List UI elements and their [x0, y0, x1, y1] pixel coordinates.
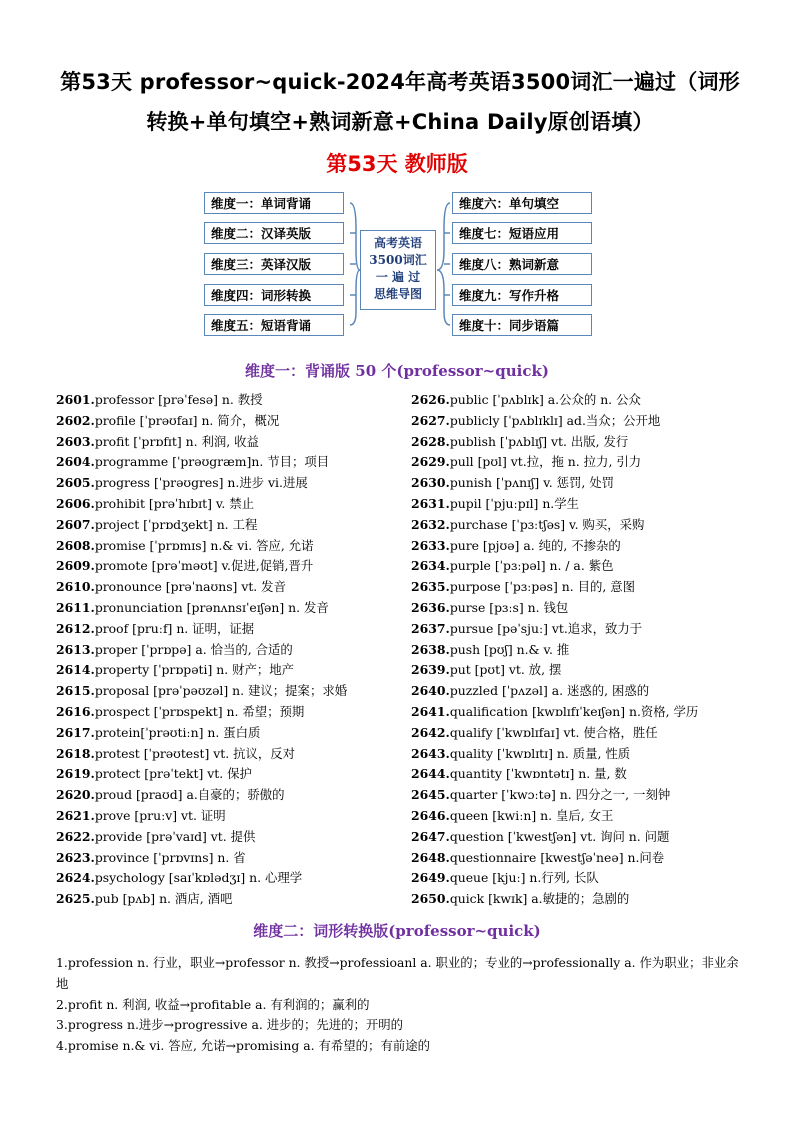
vocab-item: [56, 764, 406, 785]
vocab-number: 2636.: [411, 599, 450, 615]
vocab-number: 2612.: [56, 620, 95, 636]
vocab-entry: quarter [ˈkwɔːtə] n. 四分之一, 一刻钟: [449, 787, 671, 803]
vocab-number: 2633.: [411, 537, 450, 553]
vocab-entry: promote [prəˈməʊt] v.促进,促销,晋升: [94, 558, 314, 574]
mind-map-center-line: 高考英语: [373, 236, 422, 250]
vocab-number: 2621.: [56, 807, 95, 823]
vocab-entry: put [pʊt] vt. 放, 摆: [449, 662, 562, 678]
vocab-item: [411, 827, 761, 848]
vocab-item: [56, 411, 406, 432]
vocab-item: [56, 827, 406, 848]
mind-map-node-9: 维度九：写作升格: [452, 284, 592, 306]
vocab-number: 2634.: [411, 558, 450, 574]
vocab-number: 2613.: [56, 641, 95, 657]
vocab-entry: professor [prəˈfesə] n. 教授: [94, 392, 263, 407]
document-subtitle: 第53天 教师版: [326, 152, 468, 176]
vocab-item: [56, 806, 406, 827]
vocab-entry: question [ˈkwestʃən] vt. 询问 n. 问题: [449, 828, 670, 844]
vocab-item: [411, 411, 761, 432]
vocab-entry: queen [kwiːn] n. 皇后, 女王: [449, 807, 614, 823]
vocab-entry: questionnaire [kwestʃəˈneə] n.问卷: [449, 849, 665, 865]
vocab-item: [56, 536, 406, 557]
vocab-item: [411, 785, 761, 806]
vocab-item: [411, 681, 761, 702]
vocab-entry: puzzled [ˈpʌzəl] a. 迷惑的, 困惑的: [449, 683, 650, 699]
vocab-item: [56, 556, 406, 577]
vocab-item: [411, 702, 761, 723]
vocab-number: 2626.: [411, 392, 450, 407]
mind-map-node-8: 维度八：熟词新意: [452, 253, 592, 275]
vocab-entry: public [ˈpʌblɪk] a.公众的 n. 公众: [449, 392, 641, 407]
mind-map-center-line: 一 遍 过: [375, 270, 421, 284]
vocab-entry: proposal [prəˈpəʊzəl] n. 建议；提案；求婚: [94, 683, 348, 699]
mind-map: [200, 188, 600, 338]
vocab-item: [56, 660, 406, 681]
vocab-item: [56, 390, 406, 411]
vocab-item: [56, 473, 406, 494]
vocab-entry: proper [ˈprɒpə] a. 恰当的, 合适的: [94, 641, 293, 657]
vocab-entry: qualify [ˈkwɒlɪfaɪ] vt. 使合格，胜任: [449, 724, 658, 740]
vocab-entry: proof [pruːf] n. 证明，证据: [94, 620, 255, 636]
vocab-number: 2647.: [411, 828, 450, 844]
vocab-item: [56, 723, 406, 744]
vocab-entry: purpose [ˈpɜːpəs] n. 目的, 意图: [449, 579, 636, 595]
vocab-entry: progress [ˈprəʊgres] n.进步 vi.进展: [94, 475, 308, 491]
vocab-number: 2609.: [56, 558, 95, 574]
mind-map-node-5: 维度五：短语背诵: [204, 314, 344, 336]
vocab-number: 2645.: [411, 787, 450, 803]
vocab-number: 2602.: [56, 412, 95, 428]
vocab-number: 2603.: [56, 433, 95, 449]
vocab-item: [56, 577, 406, 598]
vocab-number: 2610.: [56, 579, 95, 595]
vocab-number: 2620.: [56, 787, 95, 803]
vocab-number: 2650.: [411, 891, 450, 907]
mind-map-node-2: 维度二：汉译英版: [204, 222, 344, 244]
mind-map-node-6: 维度六：单句填空: [452, 192, 592, 214]
vocab-item: [411, 723, 761, 744]
vocab-item: [56, 494, 406, 515]
vocab-entry: purse [pɜːs] n. 钱包: [449, 599, 569, 615]
vocab-entry: pursue [pəˈsjuː] vt.追求，致力于: [449, 620, 643, 636]
vocab-column-left: [56, 390, 406, 910]
vocab-number: 2643.: [411, 745, 450, 761]
vocab-item: [56, 702, 406, 723]
conversion-item: 2.profit n. 利润, 收益→profitable a. 有利润的；赢利的: [56, 996, 370, 1012]
vocab-item: [411, 536, 761, 557]
vocab-item: [411, 889, 761, 910]
vocab-item: [56, 598, 406, 619]
vocab-number: 2608.: [56, 537, 95, 553]
vocab-number: 2627.: [411, 412, 450, 428]
vocab-item: [56, 619, 406, 640]
vocab-item: [411, 432, 761, 453]
vocab-item: [411, 640, 761, 661]
vocab-item: [411, 598, 761, 619]
vocab-item: [56, 744, 406, 765]
vocab-entry: pull [pʊl] vt.拉，拖 n. 拉力, 引力: [449, 454, 642, 470]
vocab-entry: promise [ˈprɒmɪs] n.& vi. 答应, 允诺: [94, 537, 314, 553]
vocab-entry: punish [ˈpʌnɪʃ] v. 惩罚, 处罚: [449, 475, 615, 491]
mind-map-center-line: 思维导图: [373, 287, 422, 301]
vocab-item: [56, 452, 406, 473]
vocab-number: 2607.: [56, 516, 95, 532]
vocab-entry: programme [ˈprəʊgræm]n. 节目；项目: [94, 454, 330, 470]
vocab-entry: profit [ˈprɒfɪt] n. 利润, 收益: [94, 433, 259, 449]
vocab-item: [411, 452, 761, 473]
vocab-entry: quality [ˈkwɒlɪtɪ] n. 质量, 性质: [449, 745, 631, 761]
vocab-entry: quantity [ˈkwɒntətɪ] n. 量, 数: [449, 766, 627, 782]
vocab-entry: provide [prəˈvaɪd] vt. 提供: [94, 828, 256, 844]
vocab-number: 2642.: [411, 724, 450, 740]
mind-map-node-7: 维度七：短语应用: [452, 222, 592, 244]
vocab-number: 2635.: [411, 579, 450, 595]
mind-map-node-10: 维度十：同步语篇: [452, 314, 592, 336]
vocab-entry: publish [ˈpʌblɪʃ] vt. 出版, 发行: [449, 433, 629, 449]
vocab-entry: prospect [ˈprɒspekt] n. 希望；预期: [94, 703, 305, 719]
mind-map-node-4: 维度四：词形转换: [204, 284, 344, 306]
vocab-entry: pronunciation [prənʌnsɪˈeɪʃən] n. 发音: [94, 599, 329, 615]
vocab-entry: psychology [saɪˈkɒlədʒɪ] n. 心理学: [94, 870, 303, 886]
vocab-entry: province [ˈprɒvɪns] n. 省: [94, 849, 246, 865]
conversion-item: 4.promise n.& vi. 答应, 允诺→promising a. 有希望的；有前途的: [56, 1038, 431, 1054]
vocab-number: 2606.: [56, 495, 95, 511]
vocab-entry: pub [pʌb] n. 酒店, 酒吧: [94, 891, 233, 907]
vocab-number: 2622.: [56, 828, 95, 844]
vocab-entry: quick [kwɪk] a.敏捷的；急剧的: [449, 891, 630, 907]
conversion-list: [56, 953, 746, 1057]
vocab-entry: profile [ˈprəʊfaɪ] n. 简介，概况: [94, 412, 280, 428]
vocab-entry: property [ˈprɒpəti] n. 财产；地产: [94, 662, 295, 678]
vocab-number: 2637.: [411, 620, 450, 636]
vocab-item: [411, 764, 761, 785]
conversion-item: 3.progress n.进步→progressive a. 进步的；先进的；开明的: [56, 1017, 404, 1033]
vocab-number: 2601.: [56, 392, 95, 407]
vocab-item: [411, 515, 761, 536]
section-heading-conversion: 维度二：词形转换版(professor~quick): [253, 922, 541, 940]
vocab-number: 2604.: [56, 454, 95, 470]
vocab-number: 2625.: [56, 891, 95, 907]
vocab-number: 2641.: [411, 703, 450, 719]
vocab-number: 2644.: [411, 766, 450, 782]
vocab-entry: purple [ˈpɜːpəl] n. / a. 紫色: [449, 558, 614, 574]
vocab-column-right: [411, 390, 761, 910]
vocab-entry: pure [pjʊə] a. 纯的, 不掺杂的: [449, 537, 621, 553]
vocab-item: [411, 556, 761, 577]
vocab-entry: project [ˈprɒdʒekt] n. 工程: [94, 516, 258, 532]
vocab-entry: pupil [ˈpjuːpɪl] n.学生: [449, 495, 580, 511]
vocab-item: [411, 494, 761, 515]
vocab-item: [411, 806, 761, 827]
vocab-item: [411, 473, 761, 494]
vocab-entry: queue [kjuː] n.行列, 长队: [449, 870, 599, 886]
vocab-number: 2615.: [56, 683, 95, 699]
mind-map-center-line: 3500词汇: [369, 253, 427, 267]
vocab-entry: prohibit [prəˈhɪbɪt] v. 禁止: [94, 495, 255, 511]
vocab-number: 2630.: [411, 475, 450, 491]
vocab-number: 2628.: [411, 433, 450, 449]
vocab-entry: protein[ˈprəʊtiːn] n. 蛋白质: [94, 724, 261, 740]
vocab-item: [56, 889, 406, 910]
vocab-item: [411, 868, 761, 889]
vocab-entry: proud [praʊd] a.自豪的；骄傲的: [94, 787, 285, 803]
vocab-item: [56, 785, 406, 806]
vocab-entry: prove [pruːv] vt. 证明: [94, 807, 226, 823]
vocab-item: [411, 660, 761, 681]
vocab-entry: push [pʊʃ] n.& v. 推: [449, 641, 570, 657]
vocab-number: 2619.: [56, 766, 95, 782]
vocab-number: 2605.: [56, 475, 95, 491]
vocab-number: 2638.: [411, 641, 450, 657]
vocab-entry: protest [ˈprəʊtest] vt. 抗议，反对: [94, 745, 296, 761]
vocab-number: 2646.: [411, 807, 450, 823]
vocab-number: 2639.: [411, 662, 450, 678]
vocab-item: [411, 848, 761, 869]
vocab-number: 2629.: [411, 454, 450, 470]
vocab-number: 2624.: [56, 870, 95, 886]
vocab-number: 2617.: [56, 724, 95, 740]
vocab-number: 2616.: [56, 703, 95, 719]
vocab-item: [56, 681, 406, 702]
vocab-entry: protect [prəˈtekt] vt. 保护: [94, 766, 252, 782]
mind-map-node-1: 维度一：单词背诵: [204, 192, 344, 214]
vocab-number: 2623.: [56, 849, 95, 865]
vocab-item: [411, 577, 761, 598]
vocab-number: 2611.: [56, 599, 95, 615]
vocab-item: [56, 640, 406, 661]
vocab-number: 2649.: [411, 870, 450, 886]
mind-map-node-3: 维度三：英译汉版: [204, 253, 344, 275]
vocab-number: 2648.: [411, 849, 450, 865]
vocab-entry: pronounce [prəˈnaʊns] vt. 发音: [94, 579, 286, 595]
vocab-number: 2640.: [411, 683, 450, 699]
vocab-number: 2618.: [56, 745, 95, 761]
vocab-number: 2614.: [56, 662, 95, 678]
section-heading-recitation: 维度一：背诵版 50 个(professor~quick): [245, 362, 549, 380]
mind-map-center: [360, 230, 436, 310]
vocab-entry: purchase [ˈpɜːtʃəs] v. 购买，采购: [449, 516, 645, 532]
vocab-item: [56, 868, 406, 889]
document-title: 第53天 professor~quick-2024年高考英语3500词汇一遍过（词形转换+单句填空+熟词新意+China Daily原创语填）: [60, 70, 740, 134]
conversion-item: 1.profession n. 行业，职业→professor n. 教授→professioanl a. 职业的；专业的→professionally a. 作为职业；非业余地: [56, 955, 739, 991]
vocab-item: [56, 432, 406, 453]
vocab-item: [56, 515, 406, 536]
vocab-item: [56, 848, 406, 869]
vocab-number: 2631.: [411, 495, 450, 511]
vocab-entry: publicly [ˈpʌblɪklɪ] ad.当众；公开地: [449, 412, 661, 428]
vocab-item: [411, 619, 761, 640]
vocab-item: [411, 390, 761, 411]
vocab-entry: qualification [kwɒlɪfɪˈkeɪʃən] n.资格, 学历: [449, 703, 699, 719]
vocab-number: 2632.: [411, 516, 450, 532]
vocab-item: [411, 744, 761, 765]
